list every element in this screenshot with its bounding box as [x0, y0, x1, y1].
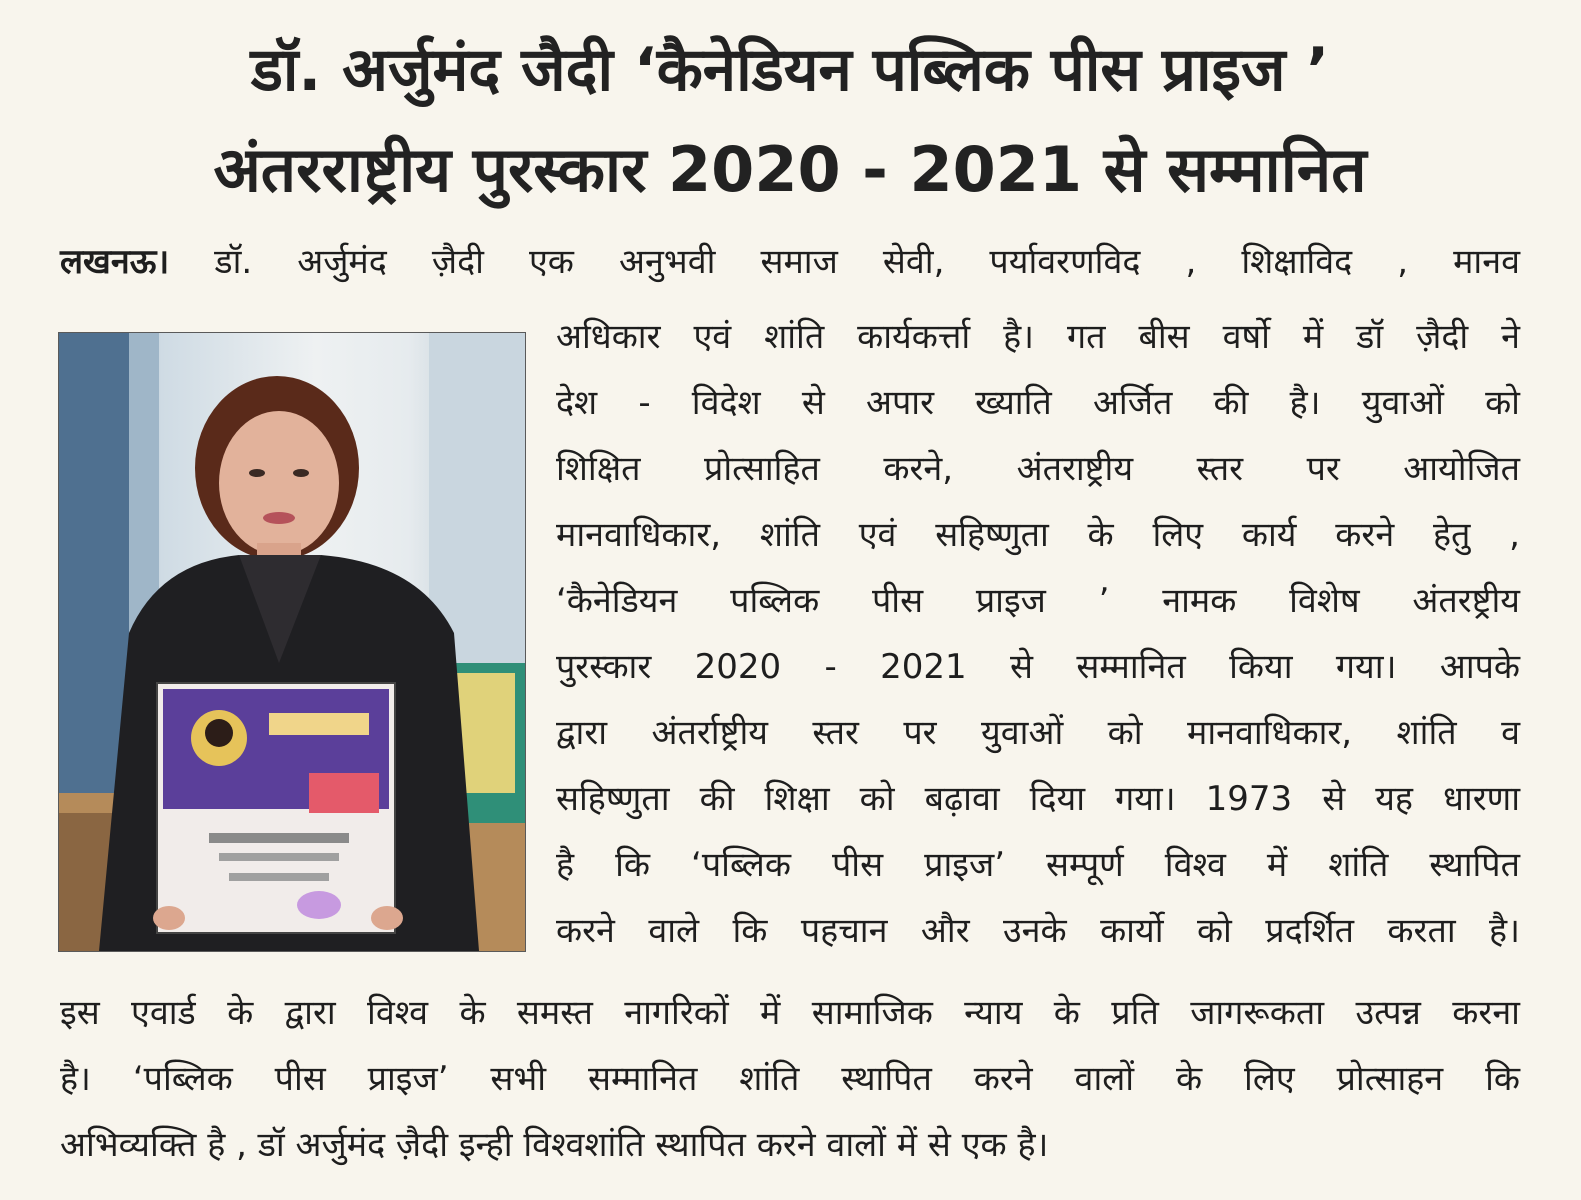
body-line-12: इस एवार्ड के द्वारा विश्व के समस्त नागरिकों में सामाजिक न्याय के प्रति जागरूकता उत्पन्न करना [60, 993, 1520, 1033]
headline-line-1: डॉ. अर्जुमंद जैदी ‘कैनेडियन पब्लिक पीस प्राइज ’ [250, 35, 1330, 105]
body-line-1 [60, 237, 1520, 287]
body-line-4: शिक्षित प्रोत्साहित करने, अंतराष्ट्रीय स्तर पर आयोजित [556, 449, 1520, 489]
body-line-10: है कि ‘पब्लिक पीस प्राइज’ सम्पूर्ण विश्व में शांति स्थापित [556, 845, 1520, 885]
photo-illustration [59, 333, 525, 951]
body-line-3: देश - विदेश से अपार ख्याति अर्जित की है। युवाओं को [556, 383, 1520, 423]
dateline: लखनऊ। [60, 242, 170, 282]
article-photo [58, 332, 526, 952]
headline-line-2: अंतरराष्ट्रीय पुरस्कार 2020 - 2021 से सम्मानित [213, 133, 1367, 206]
body-line-2: अधिकार एवं शांति कार्यकर्त्ता है। गत बीस वर्षो में डॉ ज़ैदी ने [556, 317, 1520, 357]
body-text: डॉ. अर्जुमंद ज़ैदी एक अनुभवी समाज सेवी, पर्यावरणविद , शिक्षाविद , मानव [214, 242, 1521, 282]
body-line-8: द्वारा अंतर्राष्ट्रीय स्तर पर युवाओं को मानवाधिकार, शांति व [556, 713, 1520, 753]
body-line-9: सहिष्णुता की शिक्षा को बढ़ावा दिया गया। 1973 से यह धारणा [556, 779, 1520, 819]
body-line-11: करने वाले कि पहचान और उनके कार्यो को प्रदर्शित करता है। [556, 911, 1520, 951]
body-line-13: है। ‘पब्लिक पीस प्राइज’ सभी सम्मानित शांति स्थापित करने वालों के लिए प्रोत्साहन कि [60, 1059, 1520, 1099]
body-line-6: ‘कैनेडियन पब्लिक पीस प्राइज ’ नामक विशेष अंतरष्ट्रीय [556, 581, 1520, 621]
body-line-5: मानवाधिकार, शांति एवं सहिष्णुता के लिए कार्य करने हेतु , [556, 515, 1520, 555]
body-line-14: अभिव्यक्ति है , डॉ अर्जुमंद ज़ैदी इन्ही विश्वशांति स्थापित करने वालों में से एक है। [60, 1125, 1049, 1165]
body-line-7: पुरस्कार 2020 - 2021 से सम्मानित किया गया। आपके [556, 647, 1520, 687]
